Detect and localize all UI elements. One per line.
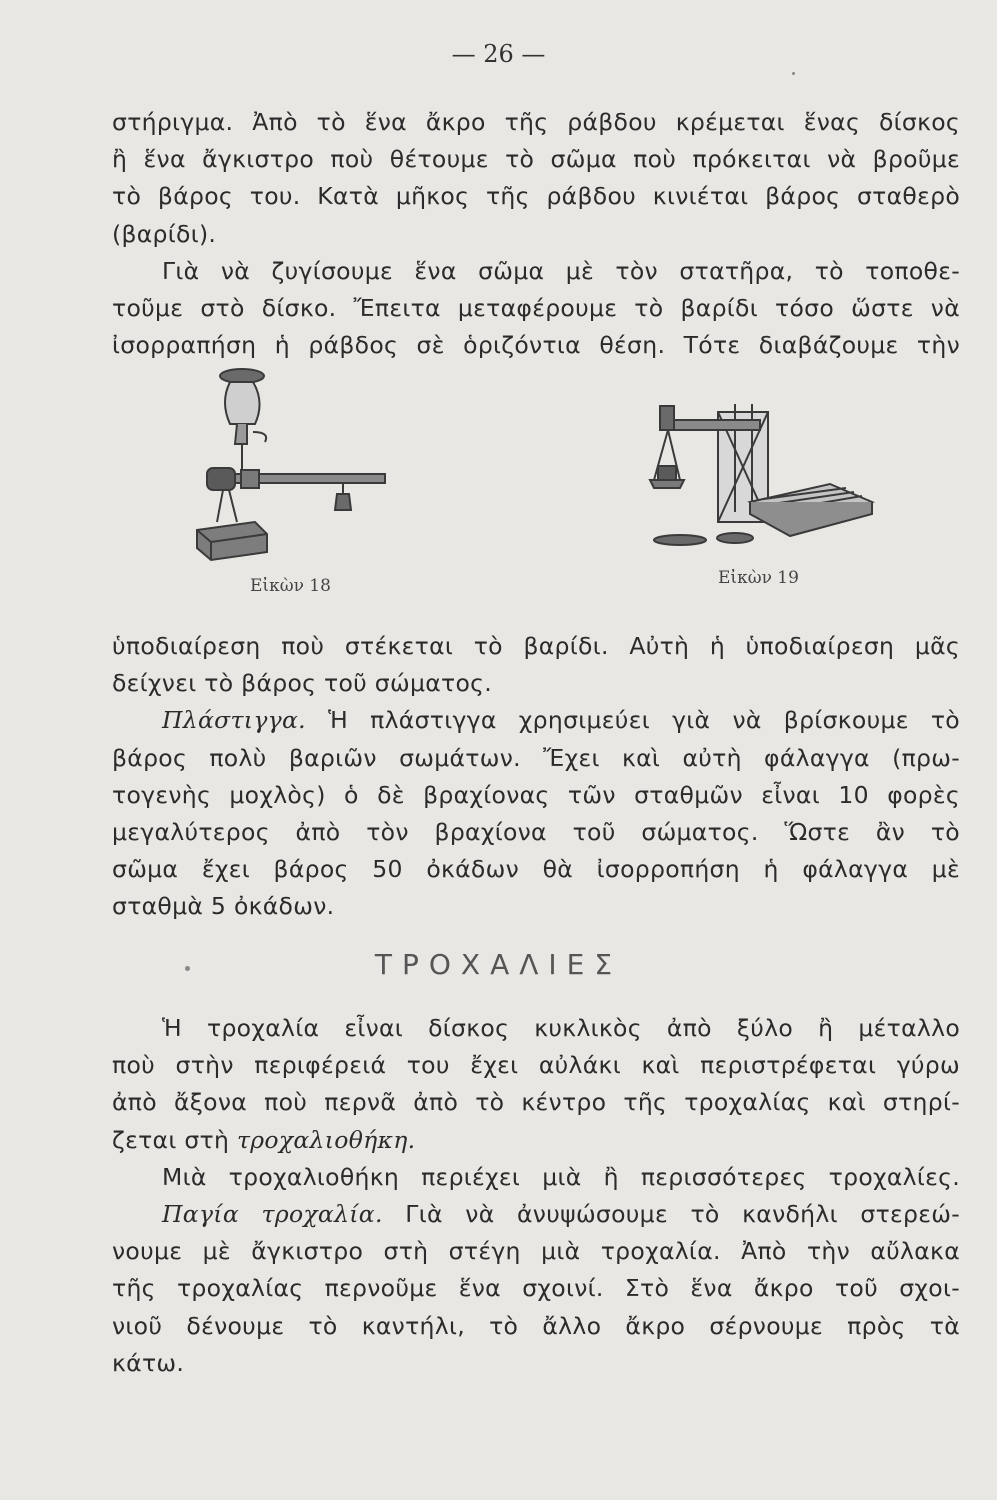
text-line: Ἡ τροχαλία εἶναι δίσκος κυκλικὸς ἀπὸ ξύλο ἢ μέταλλο xyxy=(162,1014,960,1042)
text-line: βάρος πολὺ βαριῶν σωμάτων. Ἔχει καὶ αὐτὴ φάλαγγα (πρω- xyxy=(112,743,960,772)
term-plastigga: Πλάστιγγα. xyxy=(162,706,306,735)
text-span: ζεται στὴ xyxy=(112,1125,230,1154)
text-line: (βαρίδι). xyxy=(112,219,217,248)
text-line: μεγαλύτερος ἀπὸ τὸν βραχίονα τοῦ σώματος. Ὥστε ἂν τὸ xyxy=(112,818,960,847)
figure-19-caption: Εἰκὼν 19 xyxy=(718,568,799,588)
text-line: ἀπὸ ἄξονα ποὺ περνᾶ ἀπὸ τὸ κέντρο τῆς τροχαλίας καὶ στηρί- xyxy=(112,1088,960,1117)
text-line: Γιὰ νὰ ζυγίσουμε ἕνα σῶμα μὲ τὸν στατῆρα, τὸ τοποθε- xyxy=(162,256,960,285)
page-number: — 26 — xyxy=(451,40,546,68)
paragraph-trochalies xyxy=(112,1010,960,1382)
text-line: ποὺ στὴν περιφέρειά του ἔχει αὐλάκι καὶ περιστρέφεται γύρω xyxy=(112,1051,960,1080)
text-line: σταθμὰ 5 ὀκάδων. xyxy=(112,892,335,921)
text-line: κάτω. xyxy=(112,1348,185,1377)
figure-19-platform-scale xyxy=(640,392,880,552)
term-trochaliothiki: τροχαλιοθήκη. xyxy=(236,1125,416,1154)
figure-18-steelyard xyxy=(185,362,405,577)
section-heading: ΤΡΟΧΑΛΙΕΣ xyxy=(374,948,623,981)
paper-speck xyxy=(792,72,795,75)
text-line: τοῦμε στὸ δίσκο. Ἔπειτα μεταφέρουμε τὸ βαρίδι τόσο ὥστε νὰ xyxy=(112,294,960,323)
term-pagia-trochalia: Παγία τροχαλία. xyxy=(162,1200,383,1229)
text-line: Μιὰ τροχαλιοθήκη περιέχει μιὰ ἢ περισσότερες τροχαλίες. xyxy=(162,1162,960,1191)
text-line: δείχνει τὸ βάρος τοῦ σώματος. xyxy=(112,669,492,698)
paragraph-plastigga xyxy=(112,628,960,926)
text-line: τῆς τροχαλίας περνοῦμε ἕνα σχοινί. Στὸ ἕνα ἄκρο τοῦ σχοι- xyxy=(112,1274,960,1303)
text-line: τογενὴς μοχλὸς) ὁ δὲ βραχίονας τῶν σταθμῶν εἶναι 10 φορὲς xyxy=(112,780,960,809)
platform-scale-illustration xyxy=(640,392,880,552)
steelyard-illustration xyxy=(185,362,405,577)
text-span: Ἡ πλάστιγγα χρησιμεύει γιὰ νὰ βρίσκουμε τὸ xyxy=(328,706,960,735)
text-line: ἢ ἕνα ἄγκιστρο ποὺ θέτουμε τὸ σῶμα ποὺ πρόκειται νὰ βροῦμε xyxy=(112,145,960,174)
text-line: νιοῦ δένουμε τὸ καντήλι, τὸ ἄλλο ἄκρο σέρνουμε πρὸς τὰ xyxy=(112,1311,960,1340)
text-line: στήριγμα. Ἀπὸ τὸ ἕνα ἄκρο τῆς ράβδου κρέμεται ἕνας δίσκος xyxy=(112,108,960,136)
text-line: τὸ βάρος του. Κατὰ μῆκος τῆς ράβδου κινιέται βάρος σταθερὸ xyxy=(112,182,960,211)
text-line: ἰσορραπήση ἡ ράβδος σὲ ὁριζόντια θέση. Τότε διαβάζουμε τὴν xyxy=(112,331,960,360)
text-line: νουμε μὲ ἄγκιστρο στὴ στέγη μιὰ τροχαλία. Ἀπὸ τὴν αὔλακα xyxy=(112,1237,960,1266)
text-line: ὑποδιαίρεση ποὺ στέκεται τὸ βαρίδι. Αὐτὴ ἡ ὑποδιαίρεση μᾶς xyxy=(112,632,960,660)
text-line xyxy=(112,1122,960,1159)
text-line xyxy=(112,702,960,739)
figure-18-caption: Εἰκὼν 18 xyxy=(250,576,331,596)
text-span: Γιὰ νὰ ἀνυψώσουμε τὸ κανδήλι στερεώ- xyxy=(405,1200,960,1229)
paragraph-statiras xyxy=(112,104,960,364)
paper-speck xyxy=(185,966,190,971)
text-line: σῶμα ἔχει βάρος 50 ὀκάδων θὰ ἰσορροπήση ἡ φάλαγγα μὲ xyxy=(112,855,960,884)
text-line xyxy=(112,1196,960,1233)
